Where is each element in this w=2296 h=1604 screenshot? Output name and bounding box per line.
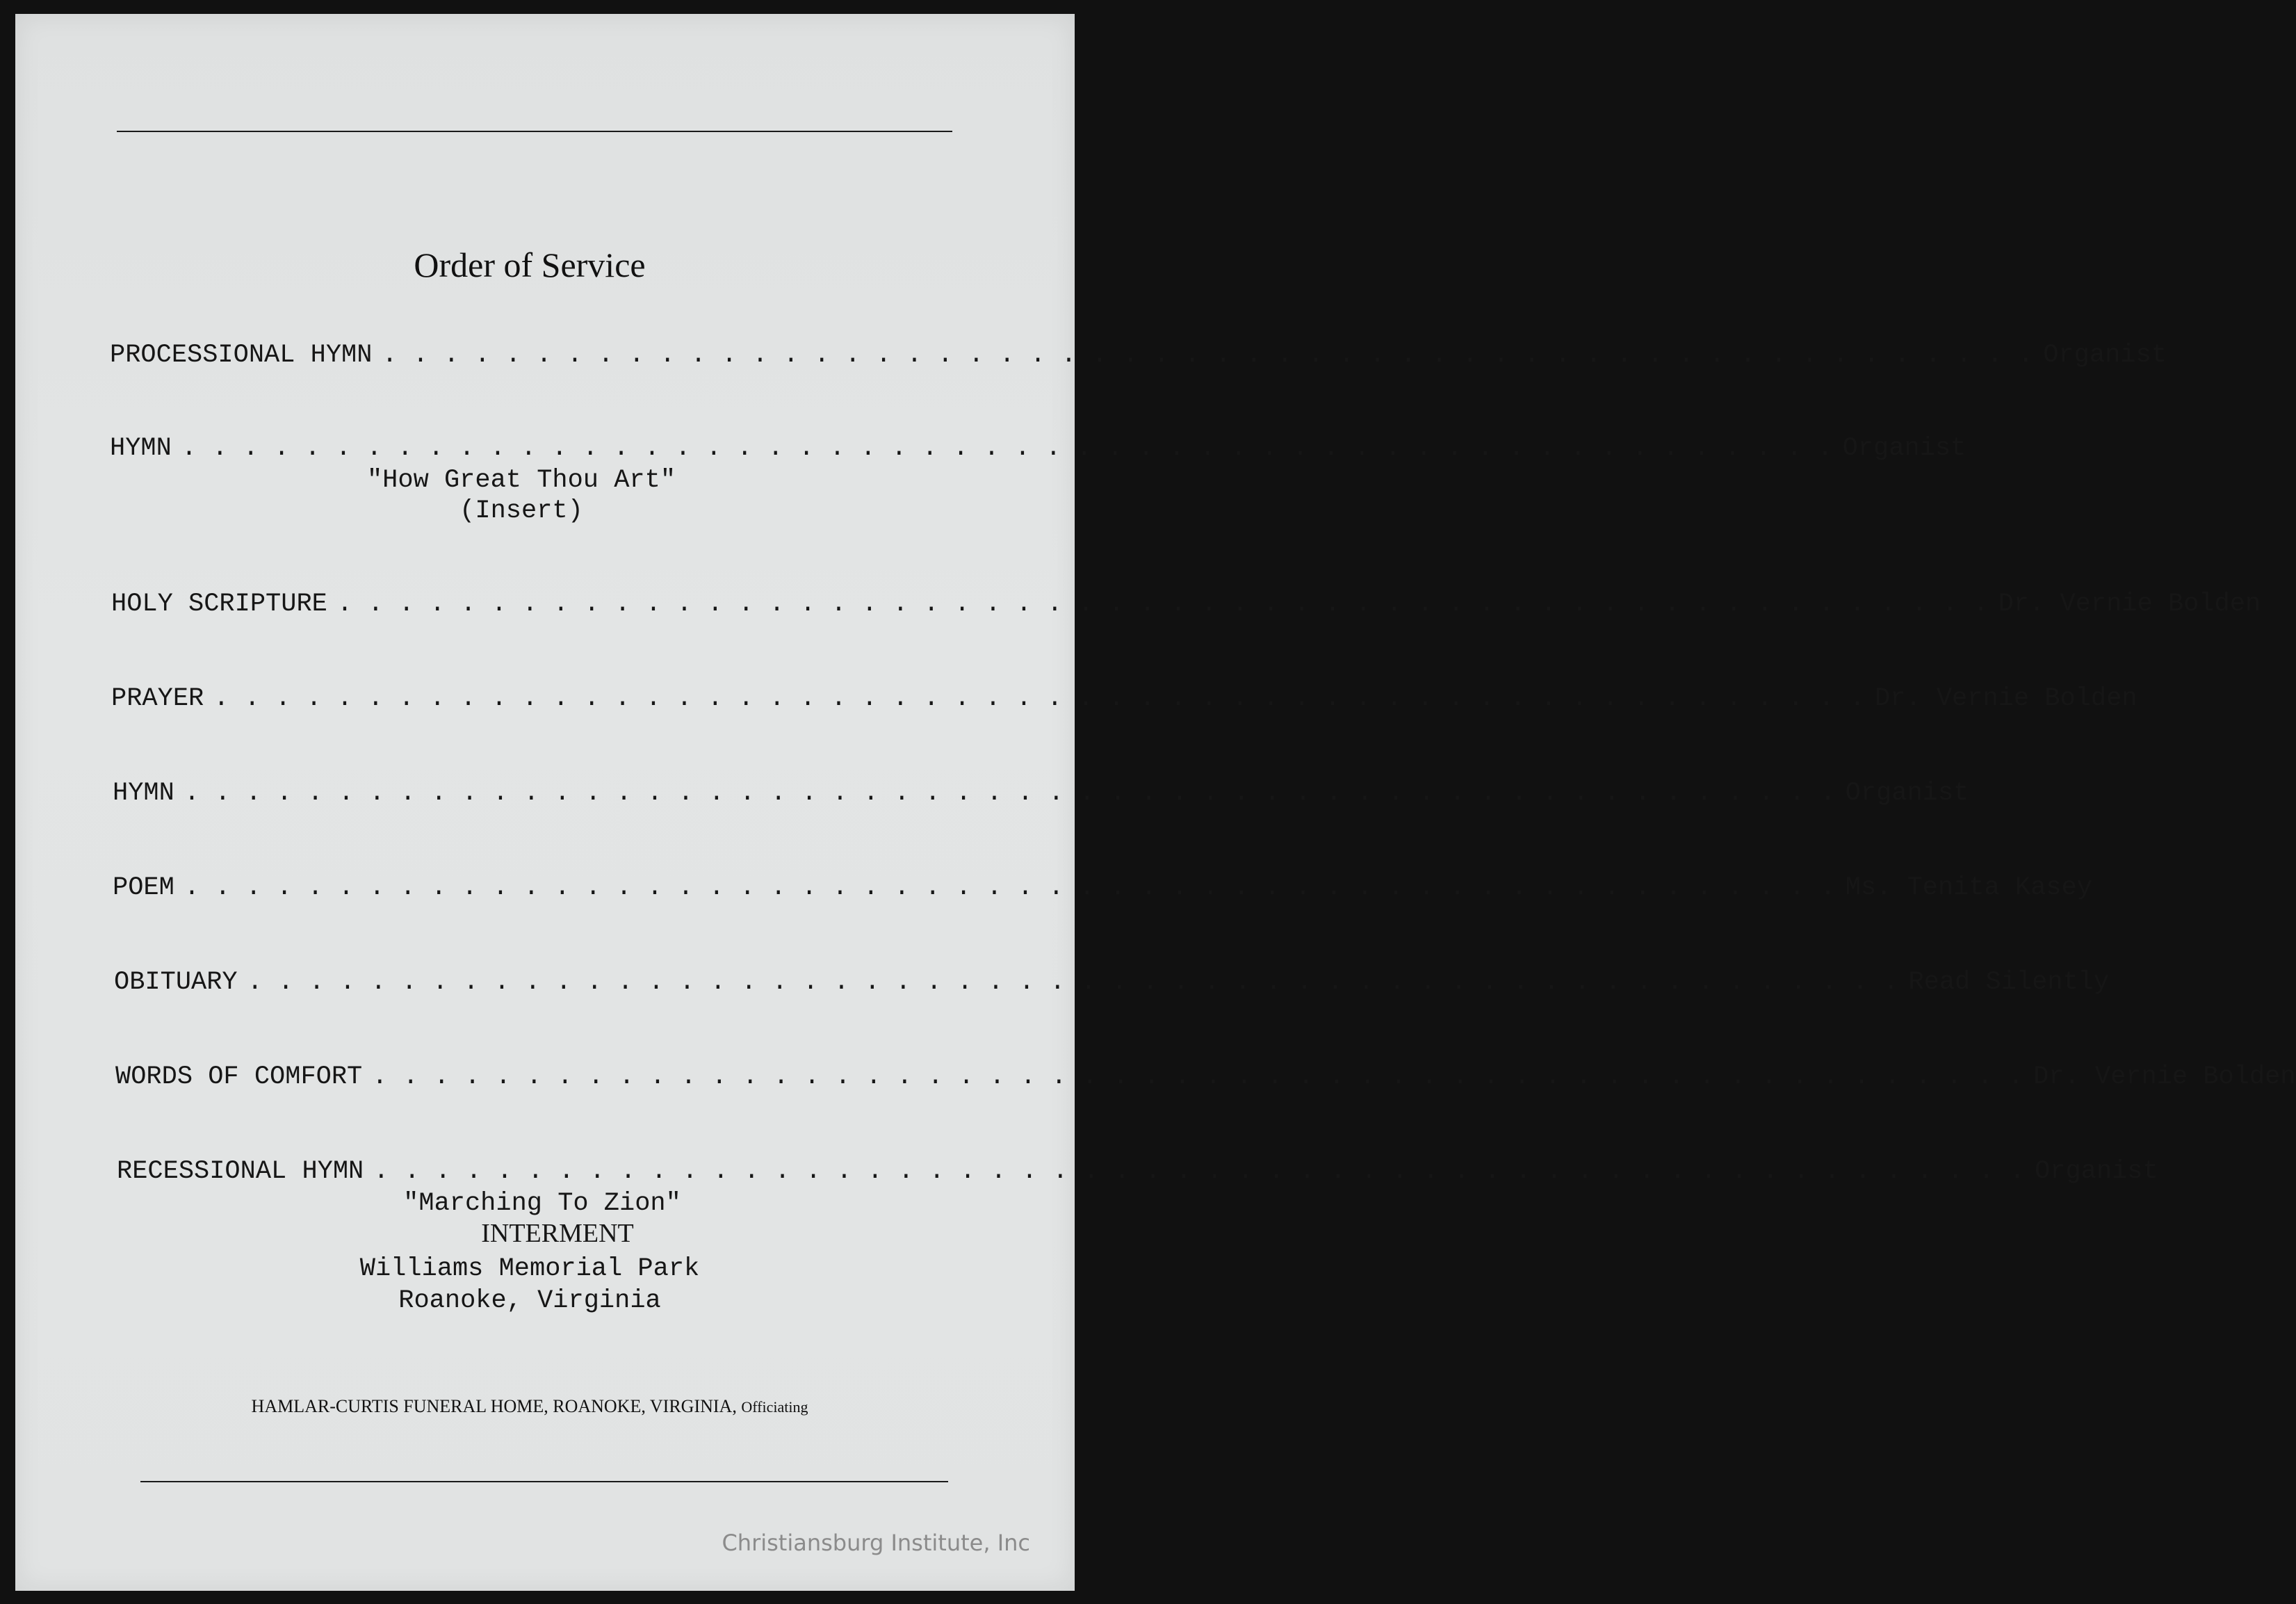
officiating-note: Officiating: [741, 1398, 808, 1416]
top-rule: [117, 131, 952, 132]
page-title: Order of Service: [414, 245, 646, 284]
dot-leader: . . . . . . . . . . . . . . . . . . . . . . . . . . . . . . . . . . . . . . . . . . . . . . . . . . . . . .: [372, 1062, 2024, 1092]
dot-leader: . . . . . . . . . . . . . . . . . . . . . . . . . . . . . . . . . . . . . . . . . . . . . . . . . . . . . .: [184, 873, 1836, 902]
dot-leader: . . . . . . . . . . . . . . . . . . . . . . . . . . . . . . . . . . . . . . . . . . . . . . . . . . . . . .: [213, 684, 1866, 713]
service-entry: [111, 590, 2261, 631]
hymn-title: "How Great Thou Art": [366, 466, 676, 495]
entry-item: WORDS OF COMFORT: [115, 1062, 363, 1092]
dot-leader: . . . . . . . . . . . . . . . . . . . . . . . . . . . . . . . . . . . . . . . . . . . . . . . . . . . . . .: [247, 968, 1899, 997]
entry-officiant: Dr. Vernie Bolden: [1875, 684, 2138, 713]
entry-officiant: Organist: [2043, 341, 2167, 370]
service-entry: [110, 341, 2167, 382]
entry-item: POEM: [113, 873, 174, 902]
funeral-home-credit: [15, 1396, 1044, 1417]
watermark: Christiansburg Institute, Inc: [722, 1530, 1030, 1556]
hymn-note: (Insert): [459, 496, 583, 526]
entry-officiant: Organist: [1845, 779, 1969, 808]
entry-officiant: Dr. Vernie Bolden: [2033, 1062, 2296, 1092]
funeral-home-name: HAMLAR-CURTIS FUNERAL HOME, ROANOKE, VIRGINIA,: [251, 1396, 737, 1416]
hymn-title: "Marching To Zion": [403, 1189, 681, 1218]
service-entry: [113, 873, 2092, 915]
entry-item: PRAYER: [111, 684, 204, 713]
entry-item: PROCESSIONAL HYMN: [110, 341, 373, 370]
entry-officiant: Organist: [2035, 1157, 2158, 1186]
dot-leader: . . . . . . . . . . . . . . . . . . . . . . . . . . . . . . . . . . . . . . . . . . . . . . . . . . . . . .: [184, 779, 1836, 808]
dot-leader: . . . . . . . . . . . . . . . . . . . . . . . . . . . . . . . . . . . . . . . . . . . . . . . . . . . . . .: [382, 341, 2034, 370]
entry-item: HYMN: [113, 779, 174, 808]
entry-item: HOLY SCRIPTURE: [111, 590, 327, 619]
program-page: [15, 14, 2296, 1591]
entry-officiant: Ms. Tenita Kasey: [1845, 873, 2092, 902]
entry-officiant: Read Silently: [1908, 968, 2110, 997]
entry-item: OBITUARY: [114, 968, 238, 997]
service-entry: [115, 1062, 2296, 1104]
service-entry: [111, 684, 2138, 726]
entry-item: HYMN: [110, 434, 172, 463]
entry-item: RECESSIONAL HYMN: [117, 1157, 364, 1186]
entry-officiant: Dr. Vernie Bolden: [1998, 590, 2261, 619]
bottom-rule: [140, 1481, 948, 1482]
interment-place: Williams Memorial Park: [359, 1254, 700, 1283]
service-entry: [113, 779, 1969, 820]
interment-city: Roanoke, Virginia: [398, 1286, 661, 1315]
service-entry: [114, 968, 2110, 1010]
interment-heading: INTERMENT: [481, 1219, 634, 1248]
entry-officiant: Organist: [1842, 434, 1967, 463]
dot-leader: . . . . . . . . . . . . . . . . . . . . . . . . . . . . . . . . . . . . . . . . . . . . . . . . . . . . . .: [336, 590, 1989, 619]
dot-leader: . . . . . . . . . . . . . . . . . . . . . . . . . . . . . . . . . . . . . . . . . . . . . . . . . . . . . .: [181, 434, 1833, 463]
dot-leader: . . . . . . . . . . . . . . . . . . . . . . . . . . . . . . . . . . . . . . . . . . . . . . . . . . . . . .: [373, 1157, 2026, 1186]
